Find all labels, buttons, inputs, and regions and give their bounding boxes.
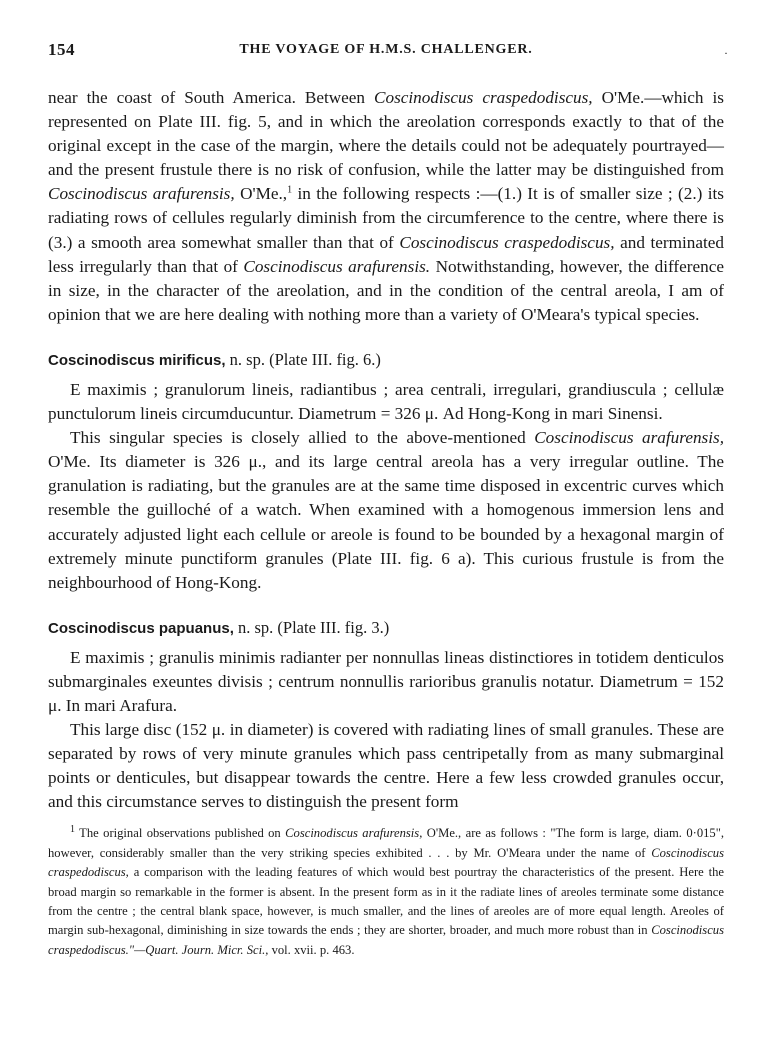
footnote-reference: 1 [287, 184, 293, 196]
text-run: O'Me.—which is represented on Plate III. fig. 5, and in which the areolation corresponds exactly to that of the original except in the case of the margin, where the details could not be adequately pourtrayed—and the present frustule there is no risk of confusion, while the latter may be distinguished from [48, 88, 724, 180]
species-plate-ref: n. sp. (Plate III. fig. 3.) [233, 617, 390, 637]
species-name: Coscinodiscus papuanus, [48, 619, 234, 637]
italic-taxon: Coscinodiscus arafurensis, [285, 826, 423, 841]
latin-diagnosis-mirificus: E maximis ; granulorum lineis, radiantibus ; area centrali, irregulari, grandiuscula ; cellulæ punctulorum lineis circumducuntur. Diametrum = 326 μ. Ad Hong-Kong in mari Sinensi. [48, 379, 724, 424]
description-papuanus: This large disc (152 μ. in diameter) is covered with radiating lines of small granules. These are separated by rows of very minute granules which pass centripetally from as many submarginal points or denticules, but disappear towards the centre. Here a few less crowded granules occur, and this circumstance serves to distinguish the present form [48, 720, 724, 812]
italic-taxon: Coscinodiscus craspedodiscus, [399, 232, 615, 252]
page-number: 154 [48, 40, 75, 59]
stray-dot-mark: · [724, 46, 728, 60]
text-run: O'Me., are as follows : "The form is large, diam. 0·015", however, considerably smaller than the very striking species exhibited . . . by Mr. O'Meara under the name of [48, 826, 724, 860]
running-header [48, 40, 728, 66]
latin-diagnosis-papuanus: E maximis ; granulis minimis radianter per nonnullas lineas distinctiores in totidem denticulos submarginales exeuntes divisis ; centrum nonnullis rarioribus granulis notatur. Diametrum = 152 μ. In mari Arafura. [48, 647, 724, 715]
text-run: The original observations published on [75, 826, 286, 841]
text-run: vol. xvii. p. 463. [268, 942, 355, 957]
text-run: a comparison with the leading features of which would best pourtray the characteristics of the present. Here the broad margin so remarkable in the former is absent. In the present form as in it the radiate lines of areoles terminate some distance from the centre ; the central blank space, however, is much smaller, and the lines of areoles are of more equal length. Areoles of margin sub-hexagonal, diminishing in size towards the ends ; they are shorter, broader, and much more robust than in [48, 865, 724, 938]
footnote [48, 824, 724, 960]
italic-taxon: Coscinodiscus arafurensis, [534, 428, 724, 448]
footnote-number: 1 [70, 824, 75, 836]
italic-taxon: Coscinodiscus arafurensis, [48, 184, 235, 204]
description-mirificus [48, 426, 724, 595]
species-heading-papuanus [48, 617, 724, 640]
text-run: Notwithstanding, however, the difference in size, in the character of the areolation, and in the condition of the central areola, I am of opinion that we are here dealing with nothing more than a variety of O'Meara's typical species. [48, 256, 724, 324]
italic-taxon: Coscinodiscus arafurensis. [243, 256, 431, 276]
text-run: near the coast of South America. Between [48, 88, 375, 107]
italic-taxon: Coscinodiscus craspedodiscus, [374, 88, 593, 107]
continuation-paragraph [48, 86, 724, 327]
italic-taxon: Coscinodiscus craspedodiscus, [48, 845, 724, 880]
text-run: O'Me. Its diameter is 326 μ., and its large central areola has a very irregular outline. The granulation is radiating, but the granules are at the same time disposed in excentric curves which resemble the guilloché of a watch. When examined with a homogenous immersion lens and accurately adjusted light each cellule or areole is found to be bounded by a hexagonal margin of extremely minute punctiform granules (Plate III. fig. 6 a). This curious frustule is from the neighbourhood of Hong-Kong. [48, 452, 724, 592]
text-run: in the following respects :—(1.) It is of smaller size ; (2.) its radiating rows of cellules regularly diminish from the circumference to the centre, where there is (3.) a smooth area somewhat smaller than that of [48, 184, 725, 252]
text-run: This singular species is closely allied to the above-mentioned [70, 428, 535, 448]
species-name: Coscinodiscus mirificus, [48, 351, 226, 369]
document-page [48, 40, 728, 960]
text-run: and terminated less irregularly than that of [48, 232, 724, 276]
species-plate-ref: n. sp. (Plate III. fig. 6.) [225, 349, 381, 369]
italic-citation: Coscinodiscus craspedodiscus."—Quart. Journ. Micr. Sci., [48, 923, 724, 957]
species-heading-mirificus [48, 349, 724, 372]
text-run: O'Me., [234, 184, 288, 204]
running-title: THE VOYAGE OF H.M.S. CHALLENGER. [239, 42, 533, 57]
